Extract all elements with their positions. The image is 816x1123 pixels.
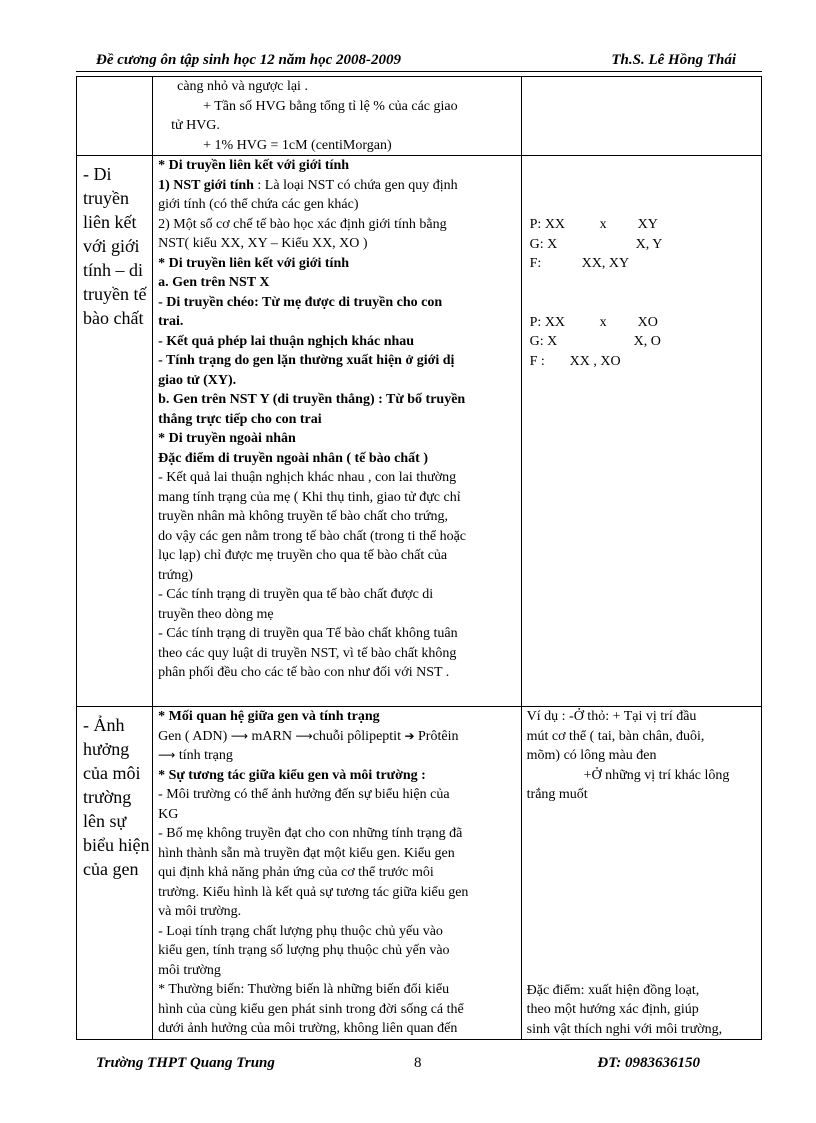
text-line: - Các tính trạng di truyền qua tế bào chất được di (158, 587, 434, 602)
cross-p-line: P: XX x XO (529, 314, 658, 330)
content-cell (153, 707, 522, 1040)
text-line: - Kết quả lai thuận nghịch khác nhau , con lai thường (158, 470, 457, 485)
text-line: NST( kiểu XX, XY – Kiểu XX, XO ) (158, 236, 368, 251)
text-line: truyền nhân mà không truyền tế bào chất cho trứng, (158, 509, 448, 524)
text-line: +Ở những vị trí khác lông (583, 767, 730, 783)
text-line: - Di truyền chéo: Từ mẹ được di truyền cho con (158, 294, 443, 310)
topic-title: - Ảnh hưởng của môi trường lên sự biểu hiện của gen (83, 715, 150, 879)
table-row (77, 707, 762, 1040)
content-cell (153, 156, 522, 707)
arrow-right-icon: ⟶ (158, 748, 176, 762)
text-line: và môi trường. (158, 904, 242, 919)
header-title: Đề cương ôn tập sinh học 12 năm học 2008-2009 (96, 52, 401, 68)
text-line: trắng muốt (526, 787, 588, 802)
cross-g-line: G: X X, Y (529, 236, 663, 252)
page-footer (96, 1055, 736, 1075)
header-author: Th.S. Lê Hồng Thái (611, 52, 736, 68)
cross-diagram-xo (522, 313, 761, 372)
topic-title: - Di truyền liên kết với giới tính – di truyền tế bào chất (83, 164, 147, 328)
text-line: * Sự tương tác giữa kiểu gen và môi trường : (158, 767, 426, 783)
text-line: giới tính (có thể chứa các gen khác) (158, 197, 359, 212)
text-line: mút cơ thể ( tai, bàn chân, đuôi, (526, 728, 705, 744)
text-line: trứng) (158, 567, 193, 583)
text-line: hình thành sẵn mà truyền đạt một kiểu gen. Kiểu gen (158, 845, 455, 861)
text-line: + Tần số HVG bằng tổng tỉ lệ % của các giao (203, 98, 458, 114)
cross-g-line: G: X X, O (529, 334, 661, 349)
text-line: - Môi trường có thể ảnh hưởng đến sự biểu hiện của (158, 787, 450, 802)
example-cell (521, 707, 761, 1040)
text-line: tử HVG. (171, 118, 220, 133)
text-line: * Thường biến: Thường biến là những biến đổi kiểu (158, 982, 450, 997)
text-line: càng nhỏ và ngược lại . (177, 79, 308, 94)
text-line: theo các quy luật di truyền NST, vì tế bào chất không (158, 645, 457, 661)
header-rule (76, 71, 762, 72)
text-line: trai. (158, 314, 184, 329)
content-cell (153, 77, 522, 156)
content-table (76, 76, 762, 1040)
cross-p-line: P: XX x XY (529, 217, 658, 232)
text-line: truyền theo dòng mẹ (158, 606, 274, 622)
text-line: * Di truyền ngoài nhân (158, 431, 296, 446)
text-line: Đặc điểm: xuất hiện đồng loạt, (526, 982, 700, 998)
text-line: môi trường (158, 962, 221, 978)
text-line: - Tính trạng do gen lặn thường xuất hiện ở giới dị (158, 353, 455, 368)
text-line: trường. Kiểu hình là kết quả sự tương tác giữa kiểu gen (158, 884, 469, 900)
text-line: 2) Một số cơ chế tế bào học xác định giới tính bằng (158, 216, 447, 232)
text-line: giao tử (XY). (158, 372, 237, 388)
text-line: mang tính trạng của mẹ ( Khi thụ tinh, giao tử đực chỉ (158, 489, 461, 505)
text-line: lục lạp) chỉ được mẹ truyền cho qua tế bào chất của (158, 548, 448, 563)
definition: : Là loại NST có chứa gen quy định (253, 177, 458, 193)
text-line: dưới ảnh hưởng của môi trường, không liên quan đến (158, 1021, 458, 1036)
text-line: - Bố mẹ không truyền đạt cho con những tính trạng đã (158, 826, 463, 841)
text-line: hình của cùng kiểu gen phát sinh trong đời sống cá thể (158, 1001, 464, 1017)
gene-flow-line: Gen ( ADN) ⟶ mARN ⟶chuỗi pôlipeptit ➔ Prôtêin (158, 728, 459, 744)
page-number: 8 (414, 1055, 422, 1071)
text-line: - Các tính trạng di truyền qua Tế bào chất không tuân (158, 626, 458, 641)
cross-diagram-xy (522, 215, 761, 274)
topic-cell (77, 77, 153, 156)
text-line: - Loại tính trạng chất lượng phụ thuộc chủ yếu vào (158, 923, 443, 939)
arrow-right-icon: ⟶ (230, 728, 249, 743)
topic-cell (77, 707, 153, 1040)
footer-school: Trường THPT Quang Trung (96, 1055, 275, 1071)
text-line: theo một hướng xác định, giúp (526, 1002, 699, 1017)
text-line: a. Gen trên NST X (158, 275, 270, 290)
arrow-right-icon: ⟶ (295, 728, 313, 743)
text-line: * Di truyền liên kết với giới tính (158, 255, 350, 271)
text-line: phân phối đều cho các tế bào con như đối với NST . (158, 665, 450, 680)
table-row (77, 77, 762, 156)
topic-cell (77, 156, 153, 707)
cross-f-line: F: XX, XY (529, 256, 630, 271)
text-line: ⟶ tính trạng (158, 748, 233, 763)
text-line: Ví dụ : -Ở thỏ: + Tại vị trí đầu (526, 709, 697, 724)
text-line: qui định khả năng phản ứng của cơ thể trước môi (158, 865, 434, 880)
text-line: thẳng trực tiếp cho con trai (158, 411, 322, 427)
table-row (77, 156, 762, 707)
text-line: KG (158, 806, 179, 822)
text-line: kiểu gen, tính trạng số lượng phụ thuộc chủ yến vào (158, 943, 450, 958)
text-line: b. Gen trên NST Y (di truyền thẳng) : Từ bố truyền (158, 392, 466, 407)
footer-phone: ĐT: 0983636150 (597, 1055, 700, 1071)
page-header (96, 52, 736, 72)
text-line: mõm) có lông màu đen (526, 748, 657, 763)
term: 1) NST giới tính (158, 177, 254, 193)
text-line: - Kết quả phép lai thuận nghịch khác nhau (158, 333, 415, 349)
example-cell (521, 156, 761, 707)
text-line: * Mối quan hệ giữa gen và tính trạng (158, 709, 380, 724)
text-line: sinh vật thích nghi với môi trường, (526, 1021, 723, 1037)
text-line: * Di truyền liên kết với giới tính (158, 158, 350, 173)
text-line: do vậy các gen nằm trong tế bào chất (trong ti thể hoặc (158, 528, 466, 544)
text-line (153, 176, 521, 196)
example-cell (521, 77, 761, 156)
text-line: + 1% HVG = 1cM (centiMorgan) (203, 137, 392, 153)
cross-f-line: F : XX , XO (529, 353, 621, 369)
text-line: Đặc điểm di truyền ngoài nhân ( tế bào chất ) (158, 450, 429, 466)
arrow-right-icon: ➔ (404, 728, 415, 743)
